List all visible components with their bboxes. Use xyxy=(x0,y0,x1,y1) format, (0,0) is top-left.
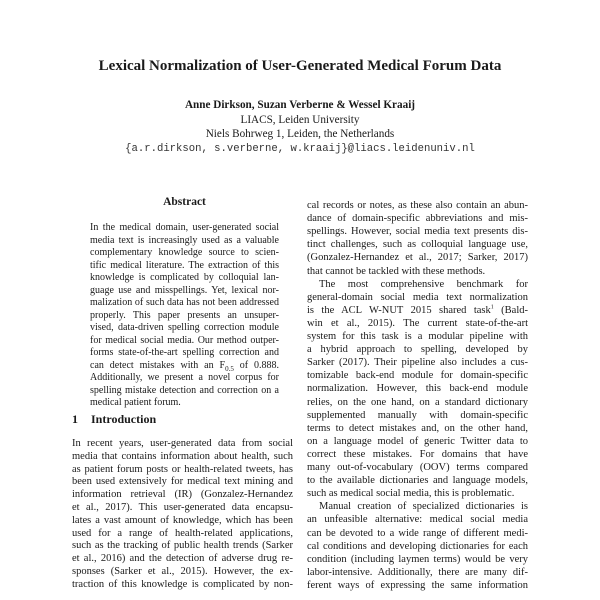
text-line: (Gonzalez-Hernandez et al., 2017; Sarker, 2017) xyxy=(307,252,528,264)
author-emails: {a.r.dirkson, s.verberne, w.kraaij}@liacs.leidenuniv.nl xyxy=(125,143,475,155)
section-number: 1 xyxy=(72,412,78,426)
text-line: supplemented manually with domain-specific xyxy=(307,409,528,421)
text-line: The most comprehensive benchmark for xyxy=(319,278,528,290)
text-line: information retrieval (IR) (Gonzalez-Hernandez xyxy=(72,489,293,501)
text-line: such as the tracking of public health trends (Sarker xyxy=(72,540,293,552)
text-line: cal records or notes, as these also contain an abun- xyxy=(307,200,528,211)
text-line: spelling mistake detection and correction on a xyxy=(90,384,279,396)
text-line: can detect mistakes with an $F_{0.5}$ of 0.888. xyxy=(90,359,279,372)
text-line: such as medical social media, this is problematic. xyxy=(307,488,515,500)
text-line: on a language model of generic Twitter data to xyxy=(307,435,528,447)
affiliation: LIACS, Leiden University xyxy=(240,114,360,126)
text-line: tinct challenges, such as colloquial language use, xyxy=(307,239,528,251)
text-line: complementary knowledge source to scien- xyxy=(90,247,279,258)
section-heading-introduction xyxy=(72,412,156,427)
text-line: general-domain social media text normalization xyxy=(307,291,528,303)
text-line: In the medical domain, user-generated social xyxy=(90,222,279,233)
text-line: ferent ways of expressing the same information xyxy=(307,579,528,591)
text-line: spellings. However, social media text presents dis- xyxy=(307,226,528,238)
abstract-heading: Abstract xyxy=(163,196,206,208)
text-line: been used extensively for medical text mining and xyxy=(72,476,293,488)
text-line: to the available dictionaries and language models, xyxy=(307,475,528,487)
text-line: media that contains information about health, such xyxy=(72,450,293,462)
text-line: Sarker (2017). Their pipeline also includes a cus- xyxy=(307,357,528,369)
subscript: 0.5 xyxy=(225,364,234,372)
text-line: normalization. However, this back-end module xyxy=(307,383,528,395)
text-line: properly. This paper presents an unsuper- xyxy=(90,309,279,321)
text-line: In recent years, user-generated data from social xyxy=(72,438,293,449)
text-line: correct these mistakes. For domains that have xyxy=(307,448,528,460)
text-line: used for a range of health-related applications, xyxy=(72,527,293,539)
text-line: tific medical literature. The extraction of this xyxy=(90,259,279,271)
text-line: guage use and misspellings. Yet, lexical nor- xyxy=(90,284,279,296)
text-line: for medical social media. Our method outper- xyxy=(90,334,279,346)
text-line: lates a vast amount of knowledge, which has been xyxy=(72,514,293,526)
text-line: is the ACL W-NUT 2015 shared task$^1$ (Bald- xyxy=(307,304,528,316)
text-line: can be devoted to a wide range of different medi- xyxy=(307,527,528,539)
text-line: that cannot be tackled with these methods. xyxy=(307,265,486,277)
text-line: et al., 2016) and the detection of adverse drug re- xyxy=(72,553,293,565)
text-line: system for this task is a modular pipeline with xyxy=(307,331,528,342)
text-line: Additionally, we present a novel corpus for xyxy=(90,372,279,383)
text-line: medical patient forum. xyxy=(90,397,181,408)
text-line: media text is increasingly used as a valuable xyxy=(90,234,279,246)
text-line: labor-intensive. Additionally, there are many dif- xyxy=(307,566,528,578)
text-line: dance of domain-specific abbreviations and mis- xyxy=(307,213,528,225)
text-line: a hybrid approach to spelling, developed by xyxy=(307,344,528,356)
text-line: terms to detect mistakes and, on the other hand, xyxy=(307,422,528,434)
footnote-marker: 1 xyxy=(490,304,494,311)
text-line: many out-of-vocabulary (OOV) terms compared xyxy=(307,462,528,473)
text-line: sponses (Sarker et al., 2015). However, the ex- xyxy=(72,566,293,577)
text-line: win et al., 2015). The current state-of-the-art xyxy=(307,317,528,329)
text-line: vised, data-driven spelling correction module xyxy=(90,322,279,333)
text-line: condition (including laymen terms) would be very xyxy=(307,553,528,565)
paper-title: Lexical Normalization of User-Generated Medical Forum Data xyxy=(98,58,502,74)
text-line: knowledge is complicated by colloquial lan- xyxy=(90,272,279,283)
text-line: as patient forum posts or health-related tweets, has xyxy=(72,463,293,475)
address: Niels Bohrweg 1, Leiden, the Netherlands xyxy=(205,128,395,140)
text-line: Manual creation of specialized dictionaries is xyxy=(319,501,528,513)
text-line: an unfeasible alternative: medical social media xyxy=(307,514,528,526)
text-line: relies, on the one hand, on a standard dictionary xyxy=(307,396,528,408)
text-line: traction of this knowledge is complicated by non- xyxy=(72,578,293,590)
author-list: Anne Dirkson, Suzan Verberne & Wessel Kraaij xyxy=(184,99,416,111)
text-line: et al., 2017). This user-generated data encapsu- xyxy=(72,502,293,513)
text-line: tomizable back-end module for domain-specific xyxy=(307,370,528,382)
text-line: malization of such data has not been addressed xyxy=(90,297,279,308)
section-title: Introduction xyxy=(91,412,157,426)
text-line: cal conditions and developing dictionaries for each xyxy=(307,540,528,552)
text-line: forms state-of-the-art spelling correction and xyxy=(90,347,279,358)
